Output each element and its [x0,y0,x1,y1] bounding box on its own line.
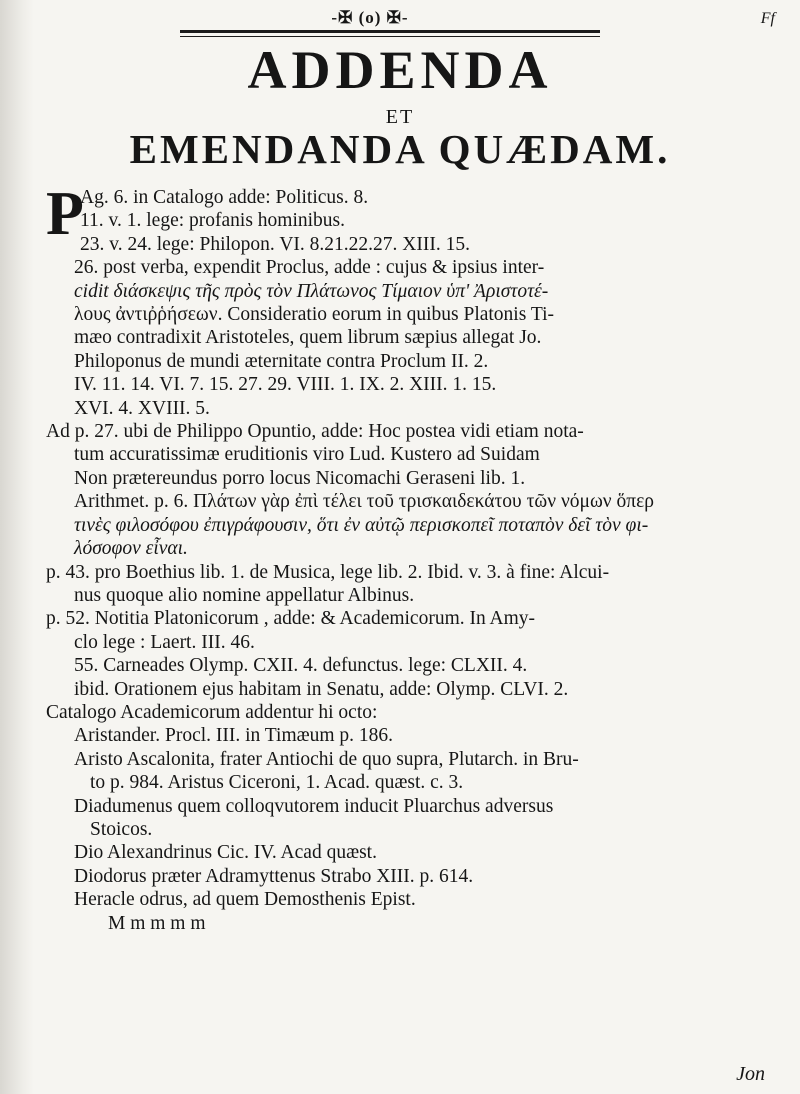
text-line: 23. v. 24. lege: Philopon. VI. 8.21.22.27. XIII. 15. [80,233,470,255]
errata-body [46,180,761,935]
catchword: Jon [736,1063,765,1085]
text-line: clo lege : Laert. III. 46. [74,631,255,653]
text-line: mæo contradixit Aristoteles, quem librum sæpius allegat Jo. [74,327,542,349]
text-line: Diadumenus quem colloqvutorem inducit Pluarchus adversus [74,795,554,817]
header-rule-thin [180,36,600,37]
page-gutter [0,0,34,1094]
text-line: ibid. Orationem ejus habitam in Senatu, adde: Olymp. CLVI. 2. [74,678,569,700]
greek-line: cidit διάσκεψις τῆς πρὸς τὸν Πλάτωνος Τίμαιον ὑπ' Ἀριστοτέ- [74,280,549,302]
text-line: 26. post verba, expendit Proclus, adde : cujus & ipsius inter- [74,257,545,279]
book-page [40,0,785,1094]
header-rule-thick [180,30,600,33]
text-line: Aristander. Procl. III. in Timæum p. 186. [74,725,394,747]
text-line: p. 43. pro Boethius lib. 1. de Musica, lege lib. 2. Ibid. v. 3. à fine: Alcui- [46,561,610,583]
text-line: 55. Carneades Olymp. CXII. 4. defunctus. lege: CLXII. 4. [74,655,528,677]
text-line: Ag. 6. in Catalogo adde: Politicus. 8. [80,187,369,208]
page-subtitle: EMENDANDA QUÆDAM. [129,126,671,172]
text-line: Non prætereundus porro locus Nicomachi Geraseni lib. 1. [74,467,526,489]
text-line: Ad p. 27. ubi de Philippo Opuntio, adde: Hoc postea vidi etiam nota- [46,421,584,443]
title-conjunction: ET [385,106,415,128]
greek-line: τινὲς φιλοσόφου ἐπιγράφουσιν, ὅτι ἐν αὐτῷ περισκοπεῖ ποταπὸν δεῖ τὸν φι- [74,514,649,536]
text-line: λους ἀντιῤῥήσεων. Consideratio eorum in quibus Platonis Ti- [74,304,554,326]
text-line: XVI. 4. XVIII. 5. [74,397,210,419]
text-line: IV. 11. 14. VI. 7. 15. 27. 29. VIII. 1. IX. 2. XIII. 1. 15. [74,374,497,396]
text-line: nus quoque alio nomine appellatur Albinus. [74,584,415,606]
drop-capital: P [46,180,84,248]
text-line: Diodorus præter Adramyttenus Strabo XIII. p. 614. [74,865,474,887]
signature-line: M m m m m [108,912,206,934]
page-title: ADDENDA [247,40,553,100]
text-line: to p. 984. Aristus Ciceroni, 1. Acad. quæst. c. 3. [90,772,464,794]
text-line: Aristo Ascalonita, frater Antiochi de quo supra, Plutarch. in Bru- [74,748,579,770]
header-ornament: -✠ (o) ✠- [331,8,409,27]
text-line: p. 52. Notitia Platonicorum , adde: & Academicorum. In Amy- [46,608,536,630]
text-line: Arithmet. p. 6. Πλάτων γὰρ ἐπὶ τέλει τοῦ τρισκαιδεκάτου τῶν νόμων ὅπερ [74,491,655,513]
signature-mark: Ff [760,10,775,27]
text-line: 11. v. 1. lege: profanis hominibus. [80,210,346,232]
text-line: Philoponus de mundi æternitate contra Proclum II. 2. [74,350,489,372]
text-line: Heracle odrus, ad quem Demosthenis Epist. [74,889,416,911]
text-line: Stoicos. [90,818,153,840]
text-line: Catalogo Academicorum addentur hi octo: [46,701,378,723]
text-line: tum accuratissimæ eruditionis viro Lud. Kustero ad Suidam [74,444,540,466]
text-line: Dio Alexandrinus Cic. IV. Acad quæst. [74,842,377,864]
greek-line: λόσοφον εἶναι. [74,538,188,560]
